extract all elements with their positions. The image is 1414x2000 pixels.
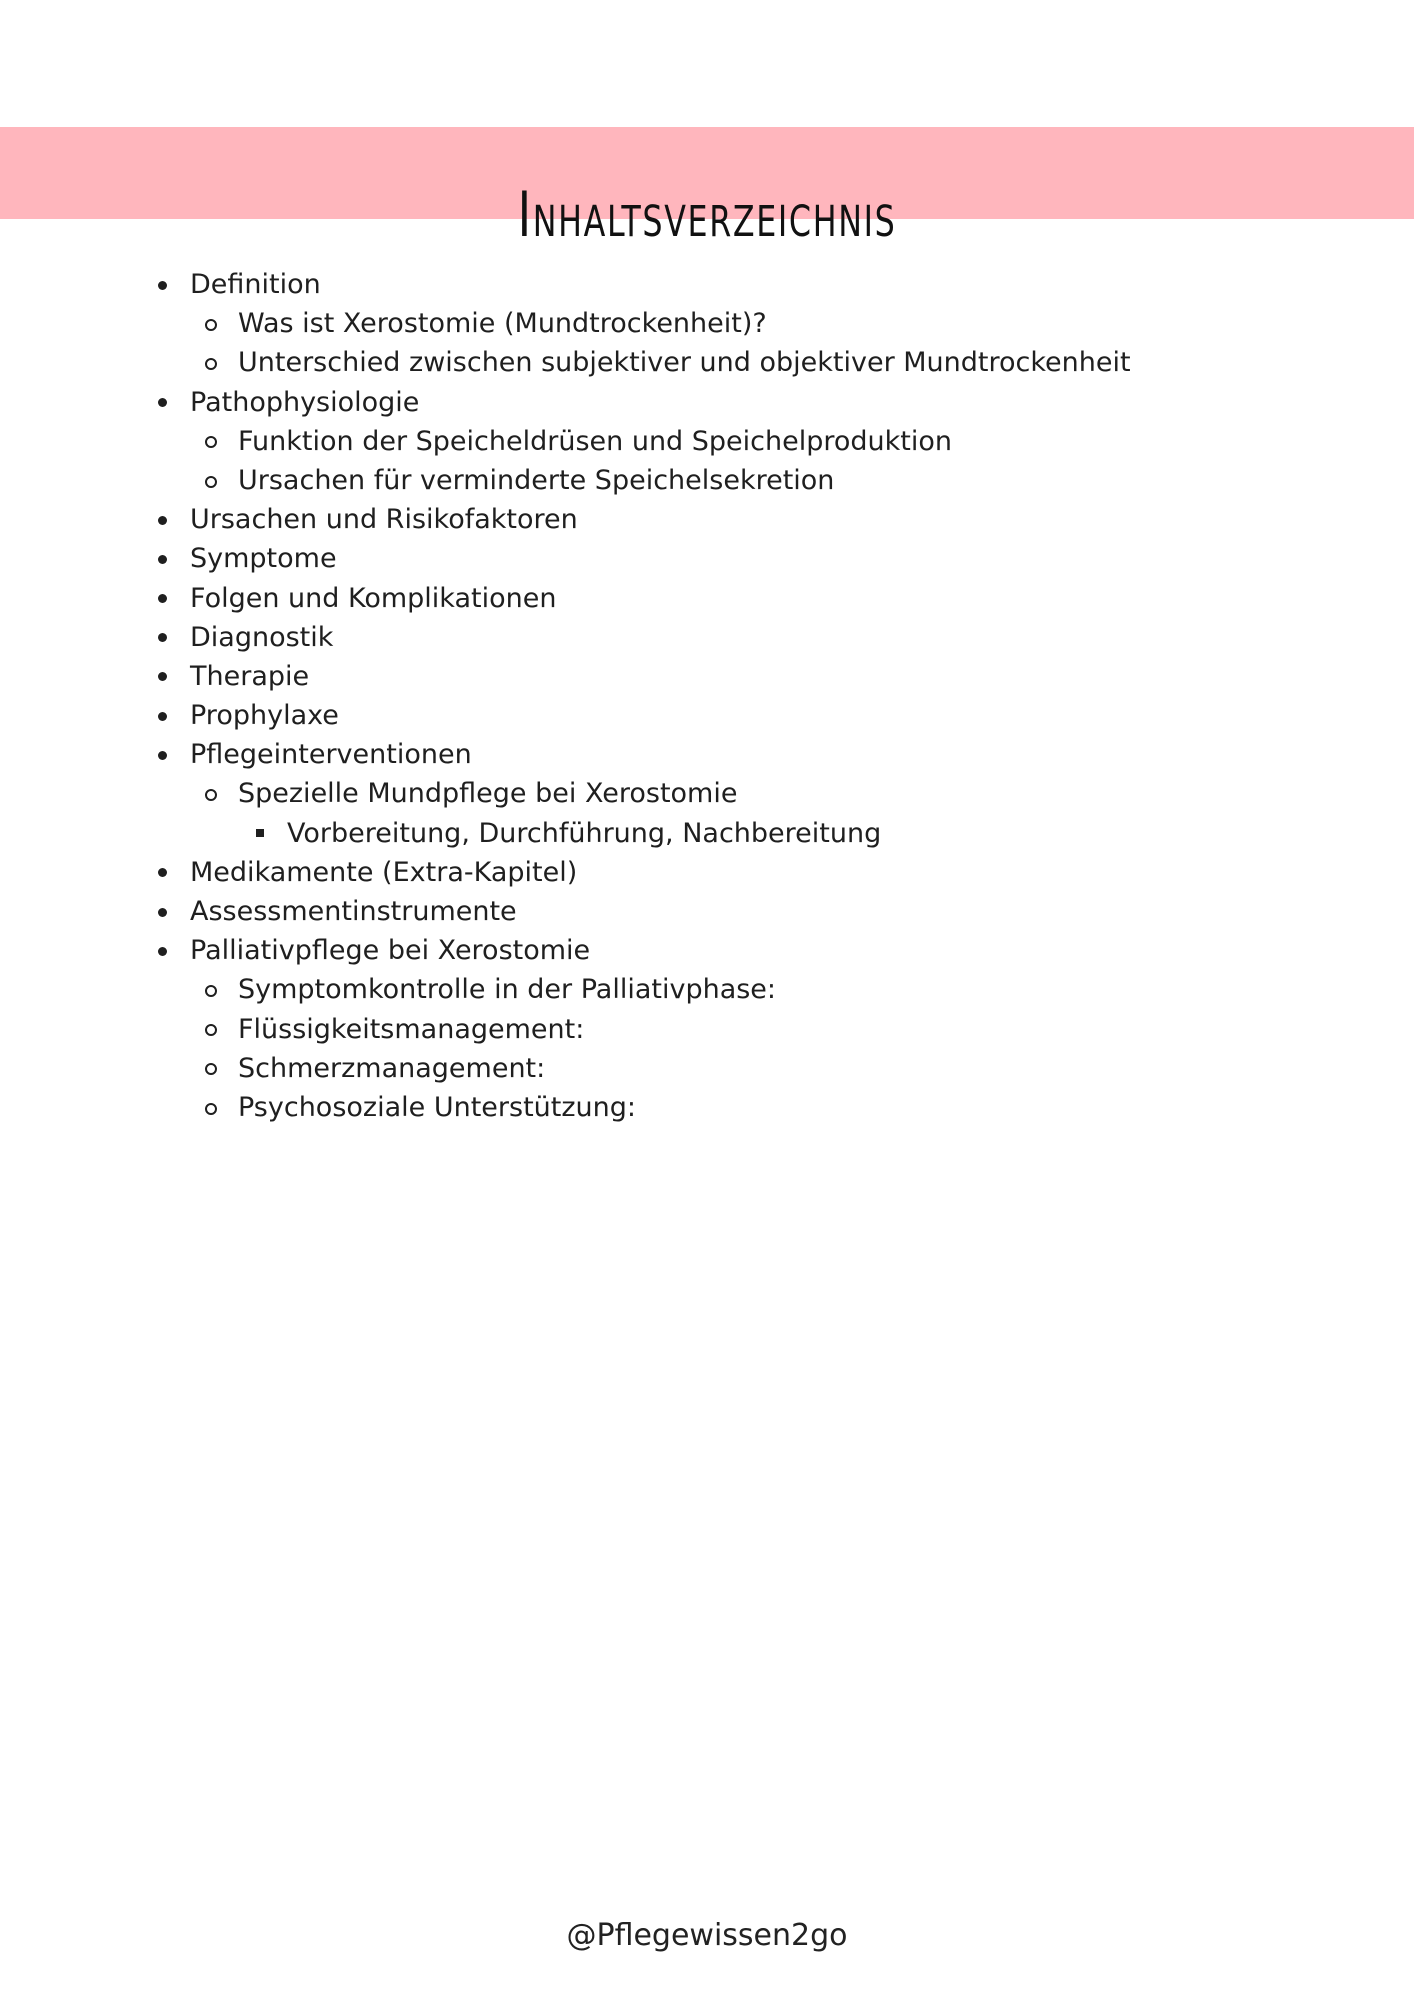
toc-item-label: Flüssigkeitsmanagement:	[238, 1013, 585, 1045]
toc-item-level-1	[0, 383, 1414, 422]
toc-item-label: Was ist Xerostomie (Mundtrockenheit)?	[238, 308, 767, 340]
toc-item-level-2	[0, 343, 1414, 382]
hollow-circle-bullet-icon	[205, 319, 217, 331]
hollow-circle-bullet-icon	[205, 358, 217, 370]
filled-circle-bullet-icon	[158, 908, 167, 917]
toc-item-label: Prophylaxe	[190, 700, 339, 732]
toc-item-label: Folgen und Komplikationen	[190, 582, 557, 614]
toc-item-label: Diagnostik	[190, 621, 334, 653]
hollow-circle-bullet-icon	[205, 436, 217, 448]
filled-circle-bullet-icon	[158, 712, 167, 721]
toc-item-level-2	[0, 1010, 1414, 1049]
filled-circle-bullet-icon	[158, 947, 167, 956]
toc-item-label: Ursachen für verminderte Speichelsekretion	[238, 464, 835, 496]
toc-item-label: Funktion der Speicheldrüsen und Speichelproduktion	[238, 425, 953, 457]
toc-item-level-2	[0, 422, 1414, 461]
toc-item-label: Vorbereitung, Durchführung, Nachbereitung	[287, 817, 882, 849]
toc-item-level-1	[0, 853, 1414, 892]
footer-handle: @Pflegewissen2go	[566, 1918, 848, 1953]
toc-item-level-1	[0, 735, 1414, 774]
filled-circle-bullet-icon	[158, 516, 167, 525]
toc-item-label: Definition	[190, 269, 321, 300]
toc-item-level-1	[0, 539, 1414, 578]
toc-item-level-2	[0, 970, 1414, 1009]
toc-item-label: Palliativpflege bei Xerostomie	[190, 935, 591, 967]
toc-item-label: Assessmentinstrumente	[190, 896, 517, 927]
filled-circle-bullet-icon	[158, 398, 167, 407]
toc-item-label: Pflegeinterventionen	[190, 739, 472, 771]
toc-item-label: Psychosoziale Unterstützung:	[238, 1091, 636, 1123]
toc-item-label: Schmerzmanagement:	[238, 1052, 546, 1084]
hollow-circle-bullet-icon	[205, 985, 217, 997]
hollow-circle-bullet-icon	[205, 476, 217, 488]
toc-item-label: Symptome	[190, 543, 337, 575]
filled-circle-bullet-icon	[158, 633, 167, 642]
toc-item-label: Medikamente (Extra-Kapitel)	[190, 856, 578, 888]
filled-circle-bullet-icon	[158, 594, 167, 603]
toc-item-label: Unterschied zwischen subjektiver und objektiver Mundtrockenheit	[238, 347, 1131, 379]
square-bullet-icon	[256, 829, 264, 837]
toc-item-level-1	[0, 579, 1414, 618]
toc-item-level-3	[0, 814, 1414, 853]
table-of-contents	[0, 265, 1414, 1127]
toc-item-level-2	[0, 304, 1414, 343]
hollow-circle-bullet-icon	[205, 789, 217, 801]
toc-item-level-1	[0, 892, 1414, 931]
filled-circle-bullet-icon	[158, 751, 167, 760]
toc-item-level-2	[0, 1049, 1414, 1088]
page-title: Inhaltsverzeichnis	[517, 177, 897, 251]
toc-item-level-2	[0, 774, 1414, 813]
toc-item-label: Symptomkontrolle in der Palliativphase:	[238, 974, 777, 1006]
toc-item-level-2	[0, 1088, 1414, 1127]
toc-item-level-2	[0, 461, 1414, 500]
hollow-circle-bullet-icon	[205, 1024, 217, 1036]
hollow-circle-bullet-icon	[205, 1063, 217, 1075]
toc-item-level-1	[0, 696, 1414, 735]
filled-circle-bullet-icon	[158, 281, 167, 290]
toc-item-level-1	[0, 500, 1414, 539]
filled-circle-bullet-icon	[158, 672, 167, 681]
filled-circle-bullet-icon	[158, 868, 167, 877]
toc-item-level-1	[0, 657, 1414, 696]
toc-item-label: Pathophysiologie	[190, 386, 420, 418]
toc-item-level-1	[0, 618, 1414, 657]
toc-item-label: Therapie	[190, 660, 310, 692]
toc-item-label: Spezielle Mundpflege bei Xerostomie	[238, 778, 738, 810]
hollow-circle-bullet-icon	[205, 1103, 217, 1115]
toc-item-level-1	[0, 931, 1414, 970]
toc-item-level-1	[0, 265, 1414, 304]
toc-item-label: Ursachen und Risikofaktoren	[190, 504, 578, 536]
filled-circle-bullet-icon	[158, 555, 167, 564]
